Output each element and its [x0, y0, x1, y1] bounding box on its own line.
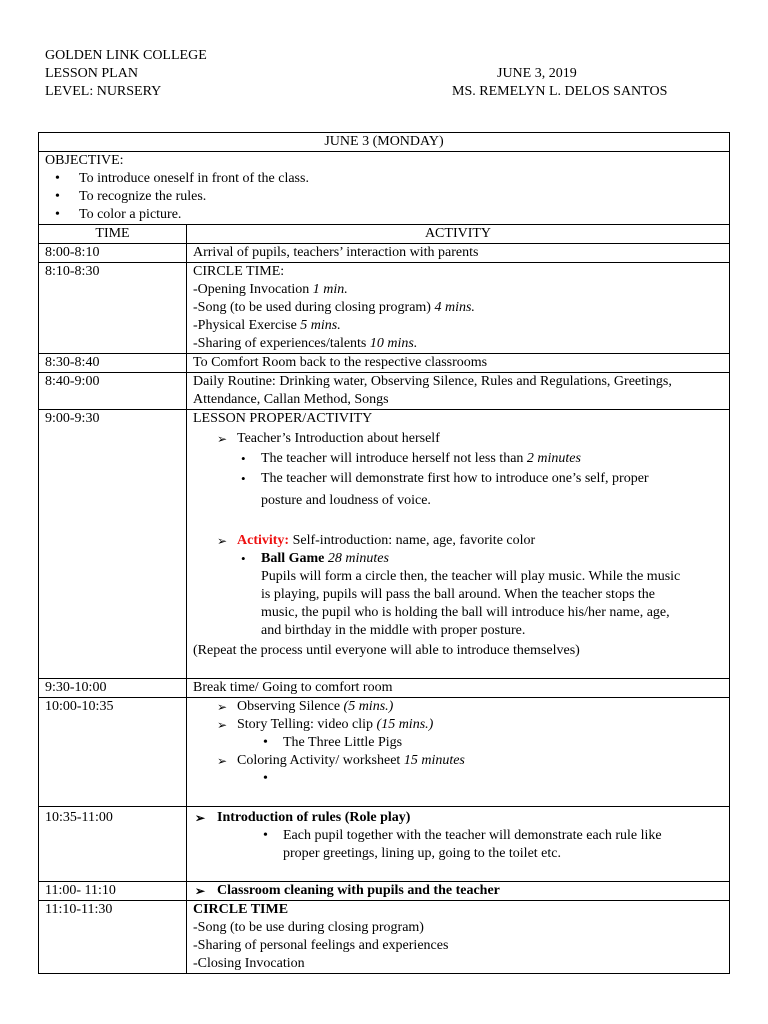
arrow-bullet-icon: ➢	[217, 700, 228, 714]
time-column-header: TIME	[39, 225, 187, 244]
schedule-row	[39, 698, 730, 807]
list-item: ➢ Classroom cleaning with pupils and the teacher	[195, 883, 500, 898]
arrow-bullet-icon: ➢	[195, 884, 206, 898]
time-cell: 9:00-9:30	[39, 410, 187, 679]
list-item: ➢ Introduction of rules (Role play)	[195, 810, 411, 825]
time-cell: 8:40-9:00	[39, 373, 187, 410]
schedule-row	[39, 244, 730, 263]
time-cell: 8:10-8:30	[39, 263, 187, 354]
objective-label: OBJECTIVE:	[45, 153, 124, 168]
repeat-note: (Repeat the process until everyone will able to introduce themselves)	[193, 643, 580, 658]
list-item: ➢ Story Telling: video clip (15 mins.)	[217, 717, 434, 732]
section-title: CIRCLE TIME	[193, 902, 289, 917]
list-item: ➢ Coloring Activity/ worksheet 15 minutes	[217, 753, 465, 768]
arrow-bullet-icon: ➢	[217, 432, 228, 446]
bullet-icon: •	[55, 207, 60, 222]
activity-cell: To Comfort Room back to the respective classrooms	[187, 354, 730, 373]
schedule-row	[39, 901, 730, 974]
time-cell: 10:00-10:35	[39, 698, 187, 807]
bullet-icon: •	[241, 471, 246, 486]
objective-item: • To introduce oneself in front of the class.	[55, 171, 309, 186]
arrow-bullet-icon: ➢	[217, 718, 228, 732]
circle-item: -Physical Exercise 5 mins.	[193, 318, 341, 333]
document-type: LESSON PLAN	[45, 66, 138, 81]
bullet-icon: •	[241, 551, 246, 566]
game-description: Pupils will form a circle then, the teacher will play music. While the music	[261, 569, 681, 584]
bullet-icon: •	[241, 451, 246, 466]
activity-cell: Arrival of pupils, teachers’ interaction with parents	[187, 244, 730, 263]
activity-column-header: ACTIVITY	[187, 225, 730, 244]
time-cell: 9:30-10:00	[39, 679, 187, 698]
activity-cell	[187, 882, 730, 901]
routine-line: Attendance, Callan Method, Songs	[193, 392, 389, 407]
schedule-row	[39, 882, 730, 901]
bullet-icon: •	[263, 771, 268, 786]
time-cell: 8:00-8:10	[39, 244, 187, 263]
objective-item: • To recognize the rules.	[55, 189, 207, 204]
schedule-row	[39, 410, 730, 679]
time-cell: 8:30-8:40	[39, 354, 187, 373]
schedule-row	[39, 263, 730, 354]
schedule-row	[39, 354, 730, 373]
activity-cell	[187, 373, 730, 410]
schedule-row	[39, 807, 730, 882]
list-item: • The Three Little Pigs	[263, 735, 403, 750]
column-header-row	[39, 225, 730, 244]
list-item: ➢ Teacher’s Introduction about herself	[217, 431, 440, 446]
teacher-name: MS. REMELYN L. DELOS SANTOS	[452, 84, 668, 99]
circle-item: -Sharing of experiences/talents 10 mins.	[193, 336, 418, 351]
time-cell: 10:35-11:00	[39, 807, 187, 882]
class-level: LEVEL: NURSERY	[45, 84, 162, 99]
arrow-bullet-icon: ➢	[217, 754, 228, 768]
lesson-plan-table	[38, 132, 730, 974]
game-description: is playing, pupils will pass the ball around. When the teacher stops the	[261, 587, 655, 602]
bullet-icon: •	[263, 735, 268, 750]
bullet-icon: •	[263, 828, 268, 843]
activity-cell	[187, 807, 730, 882]
list-item: ➢ Activity: Self-introduction: name, age, favorite color	[217, 533, 536, 548]
objectives-cell	[39, 152, 730, 225]
bullet-icon: •	[55, 189, 60, 204]
list-item	[193, 770, 723, 788]
time-cell: 11:00- 11:10	[39, 882, 187, 901]
objective-item: • To color a picture.	[55, 207, 182, 222]
list-item-continued: posture and loudness of voice.	[261, 493, 431, 508]
list-item: • Ball Game 28 minutes	[241, 551, 389, 566]
section-title: LESSON PROPER/ACTIVITY	[193, 411, 373, 426]
schedule-row	[39, 373, 730, 410]
day-title-row	[39, 133, 730, 152]
list-item-continued: proper greetings, lining up, going to the toilet etc.	[283, 846, 561, 861]
activity-cell	[187, 410, 730, 679]
objectives-row	[39, 152, 730, 225]
list-item: • The teacher will demonstrate first how to introduce one’s self, proper	[241, 471, 649, 486]
activity-cell	[187, 698, 730, 807]
game-description: music, the pupil who is holding the ball will introduce his/her name, age,	[261, 605, 670, 620]
activity-cell: Break time/ Going to comfort room	[187, 679, 730, 698]
section-title: CIRCLE TIME:	[193, 264, 285, 279]
routine-line: Daily Routine: Drinking water, Observing Silence, Rules and Regulations, Greetings,	[193, 374, 672, 389]
arrow-bullet-icon: ➢	[217, 534, 228, 548]
list-item: • Each pupil together with the teacher will demonstrate each rule like	[263, 828, 662, 843]
game-description: and birthday in the middle with proper posture.	[261, 623, 526, 638]
circle-item: -Sharing of personal feelings and experiences	[193, 938, 449, 953]
lesson-date: JUNE 3, 2019	[497, 66, 577, 81]
circle-item: -Song (to be used during closing program) 4 mins.	[193, 300, 475, 315]
schedule-row	[39, 679, 730, 698]
circle-item: -Closing Invocation	[193, 956, 305, 971]
circle-item: -Opening Invocation 1 min.	[193, 282, 348, 297]
activity-cell	[187, 901, 730, 974]
list-item: ➢ Observing Silence (5 mins.)	[217, 699, 394, 714]
school-name: GOLDEN LINK COLLEGE	[45, 48, 207, 63]
arrow-bullet-icon: ➢	[195, 811, 206, 825]
activity-cell	[187, 263, 730, 354]
list-item: • The teacher will introduce herself not less than 2 minutes	[241, 451, 581, 466]
bullet-icon: •	[55, 171, 60, 186]
time-cell: 11:10-11:30	[39, 901, 187, 974]
circle-item: -Song (to be use during closing program)	[193, 920, 424, 935]
day-title: JUNE 3 (MONDAY)	[39, 133, 730, 152]
